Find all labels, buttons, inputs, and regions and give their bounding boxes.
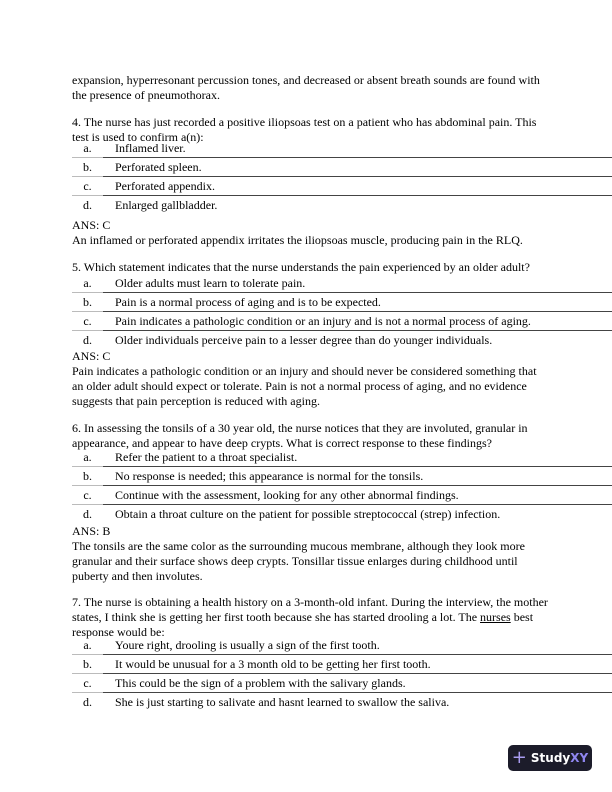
option-letter: c. — [72, 674, 103, 693]
option — [72, 505, 612, 524]
option-letter: a. — [72, 274, 103, 293]
option-text: Continue with the assessment, looking for any other abnormal findings. — [103, 486, 612, 505]
question-4-stem: 4. The nurse has just recorded a positive iliopsoas test on a patient who has abdominal pain. This test is used to confirm a(n): — [72, 115, 537, 144]
underlined-word: nurses — [480, 610, 511, 624]
logo-text-study: Study — [530, 751, 571, 765]
option — [72, 467, 612, 486]
intro-paragraph: expansion, hyperresonant percussion tones, and decreased or absent breath sounds are found with the presence of pneumothorax. — [72, 73, 540, 102]
option-letter: d. — [83, 198, 92, 212]
option-text: It would be unusual for a 3 month old to be getting her first tooth. — [103, 655, 612, 674]
option — [72, 448, 612, 467]
option — [72, 293, 612, 312]
option-letter: a. — [72, 139, 103, 158]
option-text: Obtain a throat culture on the patient for possible streptococcal (strep) infection. — [115, 507, 501, 521]
question-6-options — [72, 448, 612, 524]
option-text: Older individuals perceive pain to a lesser degree than do younger individuals. — [115, 333, 493, 347]
question-4-answer: ANS: C — [72, 218, 111, 232]
option-text: Perforated appendix. — [103, 177, 612, 196]
option-text: Refer the patient to a throat specialist. — [103, 448, 612, 467]
option-letter: d. — [83, 695, 92, 709]
option-letter: b. — [72, 467, 103, 486]
option — [72, 636, 612, 655]
option-letter: a. — [72, 636, 103, 655]
question-6-stem: 6. In assessing the tonsils of a 30 year old, the nurse notices that they are involuted, granular in appearance, and appear to have deep crypts. What is correct response to these findings? — [72, 421, 528, 450]
option — [72, 693, 612, 712]
option — [72, 312, 612, 331]
plus-icon: + — [511, 747, 527, 768]
question-4-options — [72, 139, 612, 215]
option — [72, 274, 612, 293]
option-letter: d. — [83, 507, 92, 521]
option-text: She is just starting to salivate and hasnt learned to swallow the saliva. — [115, 695, 450, 709]
option-text: Enlarged gallbladder. — [115, 198, 218, 212]
option — [72, 139, 612, 158]
question-4-rationale: An inflamed or perforated appendix irritates the iliopsoas muscle, producing pain in the RLQ. — [72, 233, 523, 247]
option-letter: d. — [83, 333, 92, 347]
option-text: Pain is a normal process of aging and is to be expected. — [103, 293, 612, 312]
option-text: Inflamed liver. — [103, 139, 612, 158]
option-text: Perforated spleen. — [103, 158, 612, 177]
option-letter: a. — [72, 448, 103, 467]
option-text: This could be the sign of a problem with the salivary glands. — [103, 674, 612, 693]
question-6-rationale: The tonsils are the same color as the surrounding mucous membrane, although they look more granular and their surface shows deep crypts. Tonsillar tissue enlarges during childhood until puberty and then involutes. — [72, 539, 525, 583]
option — [72, 196, 612, 215]
option-text: Older adults must learn to tolerate pain. — [103, 274, 612, 293]
question-5-options — [72, 274, 612, 350]
question-5-rationale: Pain indicates a pathologic condition or an injury and should never be considered something that an older adult should expect or tolerate. Pain is not a normal process of aging, and no evidence suggests that pain perception is reduced with aging. — [72, 364, 537, 408]
option-text: Youre right, drooling is usually a sign of the first tooth. — [103, 636, 612, 655]
stem-text: 7. The nurse is obtaining a health history on a 3-month-old infant. During the interview, the mother states, I think she is getting her first tooth because she has started drooling a lot. The — [72, 595, 548, 624]
studyxy-logo[interactable] — [508, 745, 592, 771]
option — [72, 674, 612, 693]
option-letter: c. — [72, 312, 103, 331]
option-letter: b. — [72, 293, 103, 312]
stem-text: best response would be: — [72, 610, 534, 639]
option — [72, 486, 612, 505]
option-letter: b. — [72, 655, 103, 674]
option — [72, 158, 612, 177]
question-7-stem — [72, 595, 550, 640]
question-7-options — [72, 636, 612, 712]
option-letter: c. — [72, 486, 103, 505]
option-text: Pain indicates a pathologic condition or an injury and is not a normal process of aging. — [103, 312, 612, 331]
question-6-answer: ANS: B — [72, 524, 111, 538]
question-5-answer: ANS: C — [72, 349, 111, 363]
option-text: No response is needed; this appearance is normal for the tonsils. — [103, 467, 612, 486]
logo-text-xy: XY — [570, 751, 589, 765]
option — [72, 331, 612, 350]
option-letter: c. — [72, 177, 103, 196]
option — [72, 177, 612, 196]
option-letter: b. — [72, 158, 103, 177]
option — [72, 655, 612, 674]
question-5-stem: 5. Which statement indicates that the nurse understands the pain experienced by an older adult? — [72, 260, 530, 274]
